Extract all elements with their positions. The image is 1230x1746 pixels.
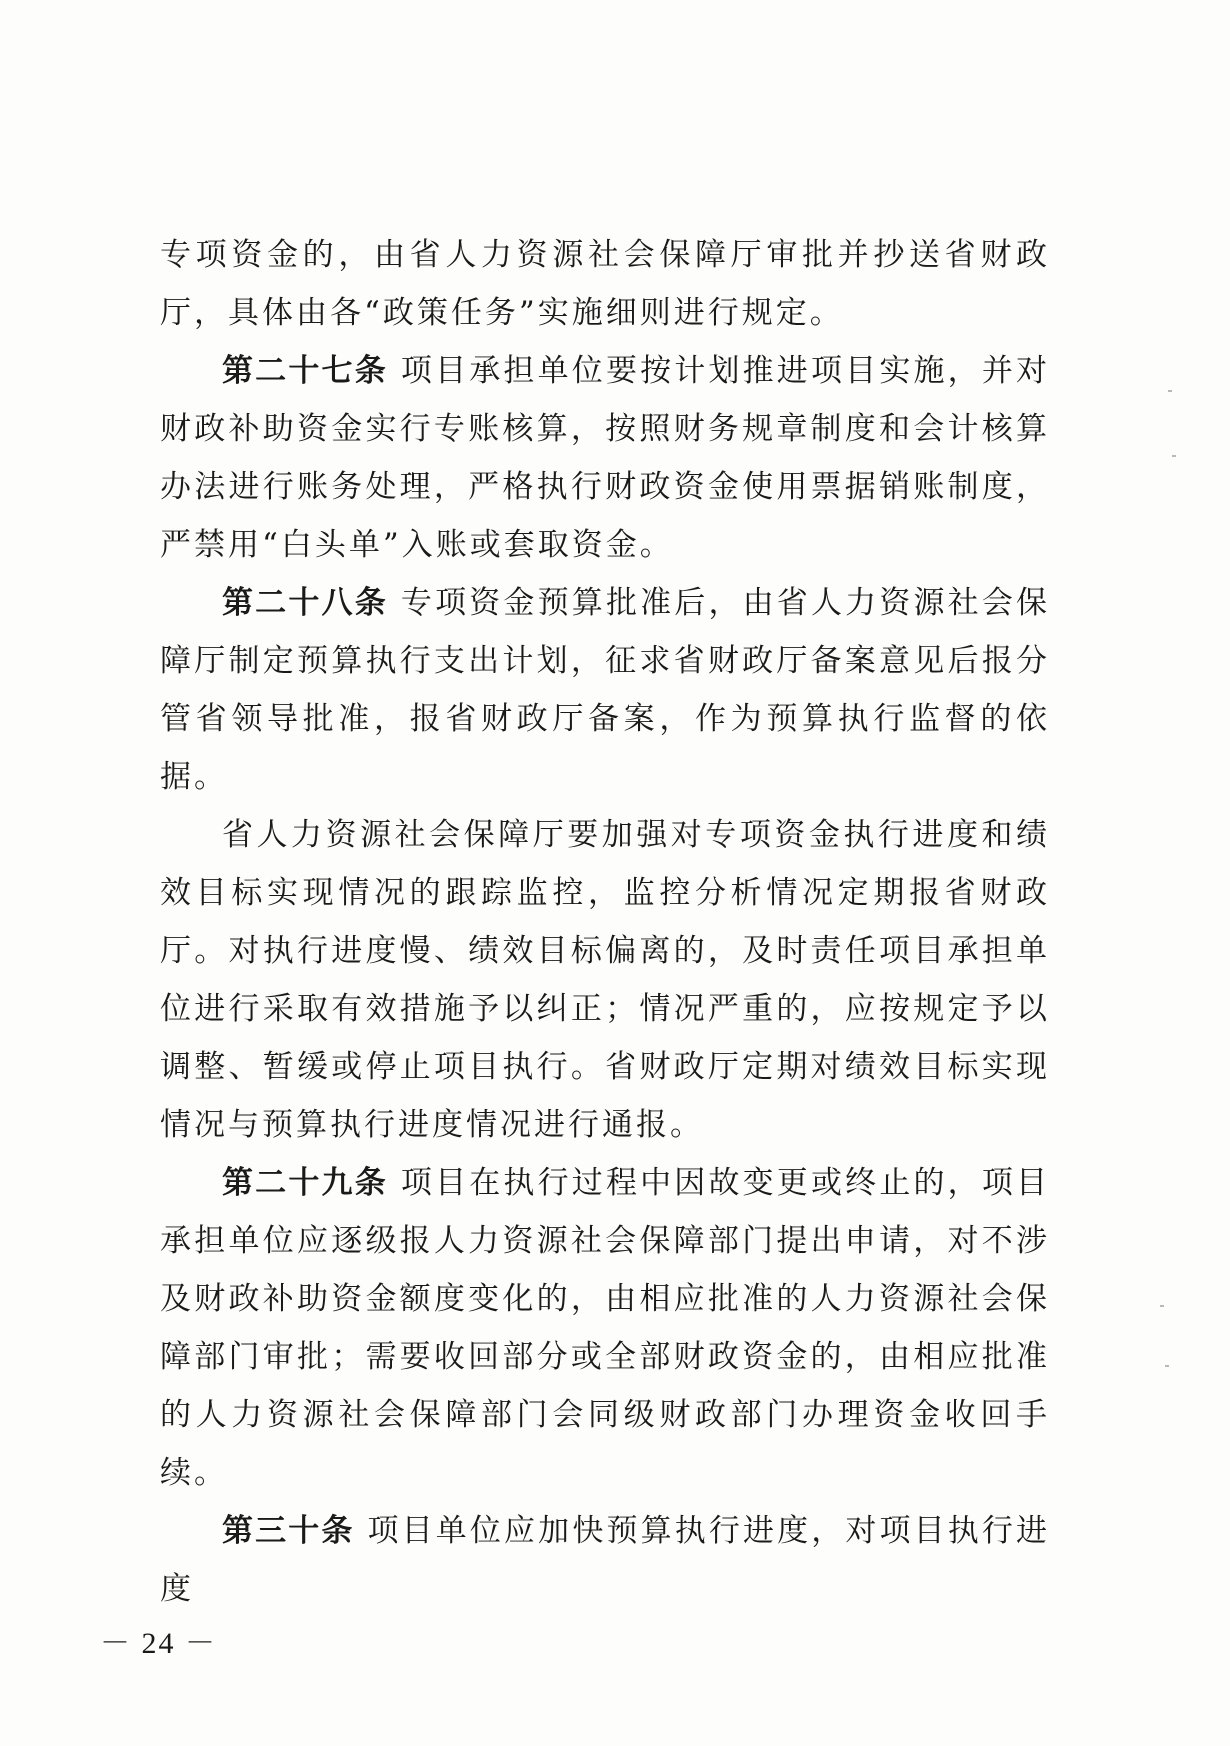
paragraph-1: [160, 226, 1050, 342]
document-body: [160, 226, 1050, 1618]
article-30-heading: 第三十条: [222, 1513, 355, 1549]
article-28-paragraph: [160, 574, 1050, 806]
article-27-text: 项目承担单位要按计划推进项目实施，并对财政补助资金实行专账核算，按照财务规章制度和会计核算办法进行账务处理，严格执行财政资金使用票据销账制度，严禁用“白头单”入账或套取资金。: [160, 353, 1051, 563]
article-29-paragraph: [160, 1154, 1050, 1502]
article-30-paragraph: [160, 1502, 1050, 1618]
page-number: － 24 －: [100, 1627, 217, 1660]
paragraph-1-text: 专项资金的，由省人力资源社会保障厅审批并抄送省财政厅，具体由各“政策任务”实施细则进行规定。: [160, 237, 1050, 331]
scan-mark-2: [1172, 455, 1176, 457]
article-29-heading: 第二十九条: [222, 1165, 388, 1201]
article-27-heading: 第二十七条: [222, 353, 388, 389]
scan-mark-4: [1165, 1365, 1169, 1367]
paragraph-supervision: [160, 806, 1050, 1154]
paragraph-supervision-text: 省人力资源社会保障厅要加强对专项资金执行进度和绩效目标实现情况的跟踪监控，监控分析情况定期报省财政厅。对执行进度慢、绩效目标偏离的，及时责任项目承担单位进行采取有效措施予以纠正；情况严重的，应按规定予以调整、暂缓或停止项目执行。省财政厅定期对绩效目标实现情况与预算执行进度情况进行通报。: [160, 817, 1050, 1143]
scan-mark-1: [1168, 390, 1172, 392]
article-28-heading: 第二十八条: [222, 585, 388, 621]
article-30-text: 项目单位应加快预算执行进度，对项目执行进度: [160, 1513, 1051, 1607]
scan-mark-3: [1160, 1305, 1164, 1307]
article-28-text: 专项资金预算批准后，由省人力资源社会保障厅制定预算执行支出计划，征求省财政厅备案意见后报分管省领导批准，报省财政厅备案，作为预算执行监督的依据。: [160, 585, 1051, 795]
article-29-text: 项目在执行过程中因故变更或终止的，项目承担单位应逐级报人力资源社会保障部门提出申请，对不涉及财政补助资金额度变化的，由相应批准的人力资源社会保障部门审批；需要收回部分或全部财政资金的，由相应批准的人力资源社会保障部门会同级财政部门办理资金收回手续。: [160, 1165, 1051, 1491]
article-27-paragraph: [160, 342, 1050, 574]
